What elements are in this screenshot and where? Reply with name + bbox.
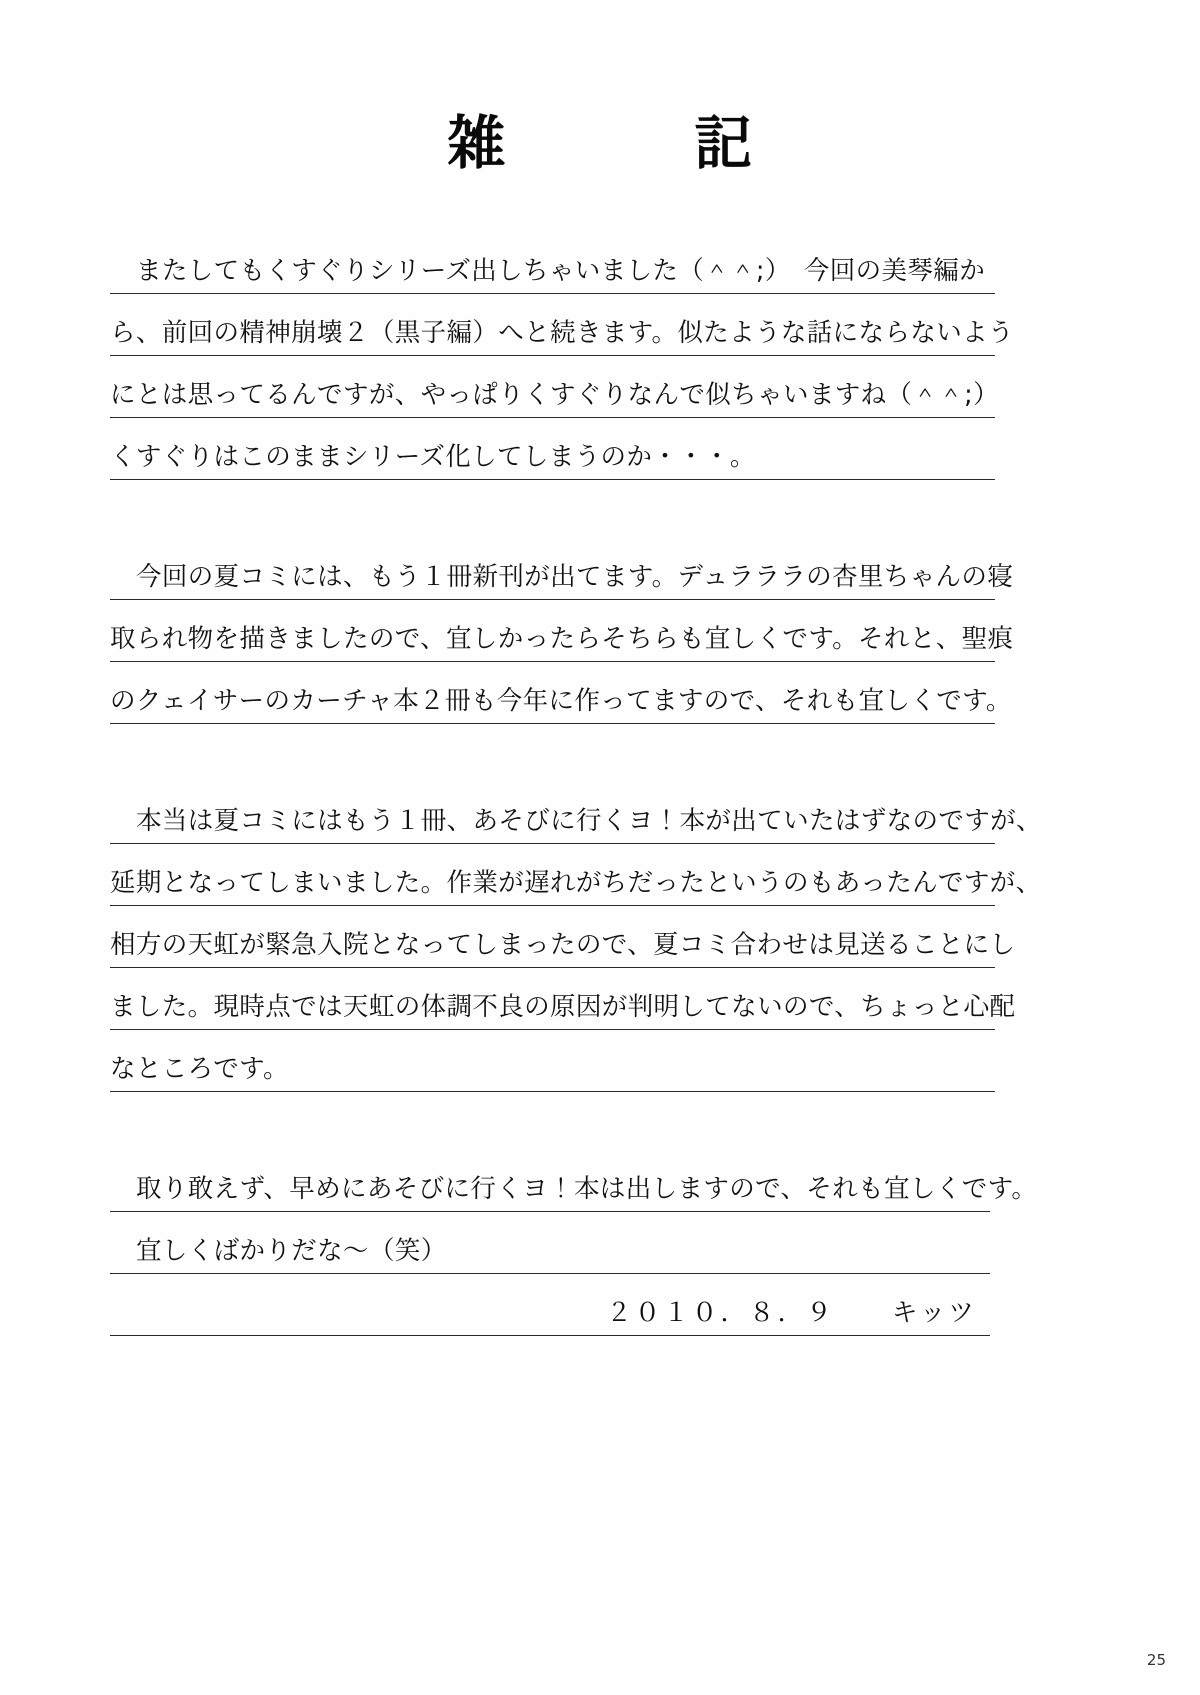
paragraph-2: [110, 546, 1014, 732]
page-number: 25: [1146, 1651, 1166, 1669]
text-line: 今回の夏コミには、もう１冊新刊が出てます。デュラララの杏里ちゃんの寝: [110, 546, 995, 608]
page-title: 雑 記: [447, 109, 777, 177]
text-line: なところです。: [110, 1038, 995, 1100]
signature-line: ２０１０．８．９ キッツ: [110, 1282, 995, 1344]
text-line: くすぐりはこのままシリーズ化してしまうのか・・・。: [110, 426, 995, 488]
text-line: 取られ物を描きましたので、宜しかったらそちらも宜しくです。それと、聖痕: [110, 608, 995, 670]
text-line: またしてもくすぐりシリーズ出しちゃいました（＾＾;） 今回の美琴編か: [110, 240, 995, 302]
text-line: 相方の天虹が緊急入院となってしまったので、夏コミ合わせは見送ることにし: [110, 914, 995, 976]
paragraph-4: [110, 1158, 1038, 1344]
text-line: 宜しくばかりだな〜（笑）: [110, 1220, 995, 1282]
text-line: ら、前回の精神崩壊２（黒子編）へと続きます。似たような話にならないよう: [110, 302, 995, 364]
document-body: [110, 240, 1042, 1344]
text-line: 延期となってしまいました。作業が遅れがちだったというのもあったんですが、: [110, 852, 995, 914]
text-line: のクェイサーのカーチャ本２冊も今年に作ってますので、それも宜しくです。: [110, 670, 995, 732]
text-line: ました。現時点では天虹の体調不良の原因が判明してないので、ちょっと心配: [110, 976, 995, 1038]
paragraph-3: [110, 790, 1042, 1100]
paragraph-1: [110, 240, 1014, 488]
text-line: 取り敢えず、早めにあそびに行くヨ！本は出しますので、それも宜しくです。: [110, 1158, 995, 1220]
text-line: にとは思ってるんですが、やっぱりくすぐりなんで似ちゃいますね（＾＾;）: [110, 364, 995, 426]
text-line: 本当は夏コミにはもう１冊、あそびに行くヨ！本が出ていたはずなのですが、: [110, 790, 995, 852]
